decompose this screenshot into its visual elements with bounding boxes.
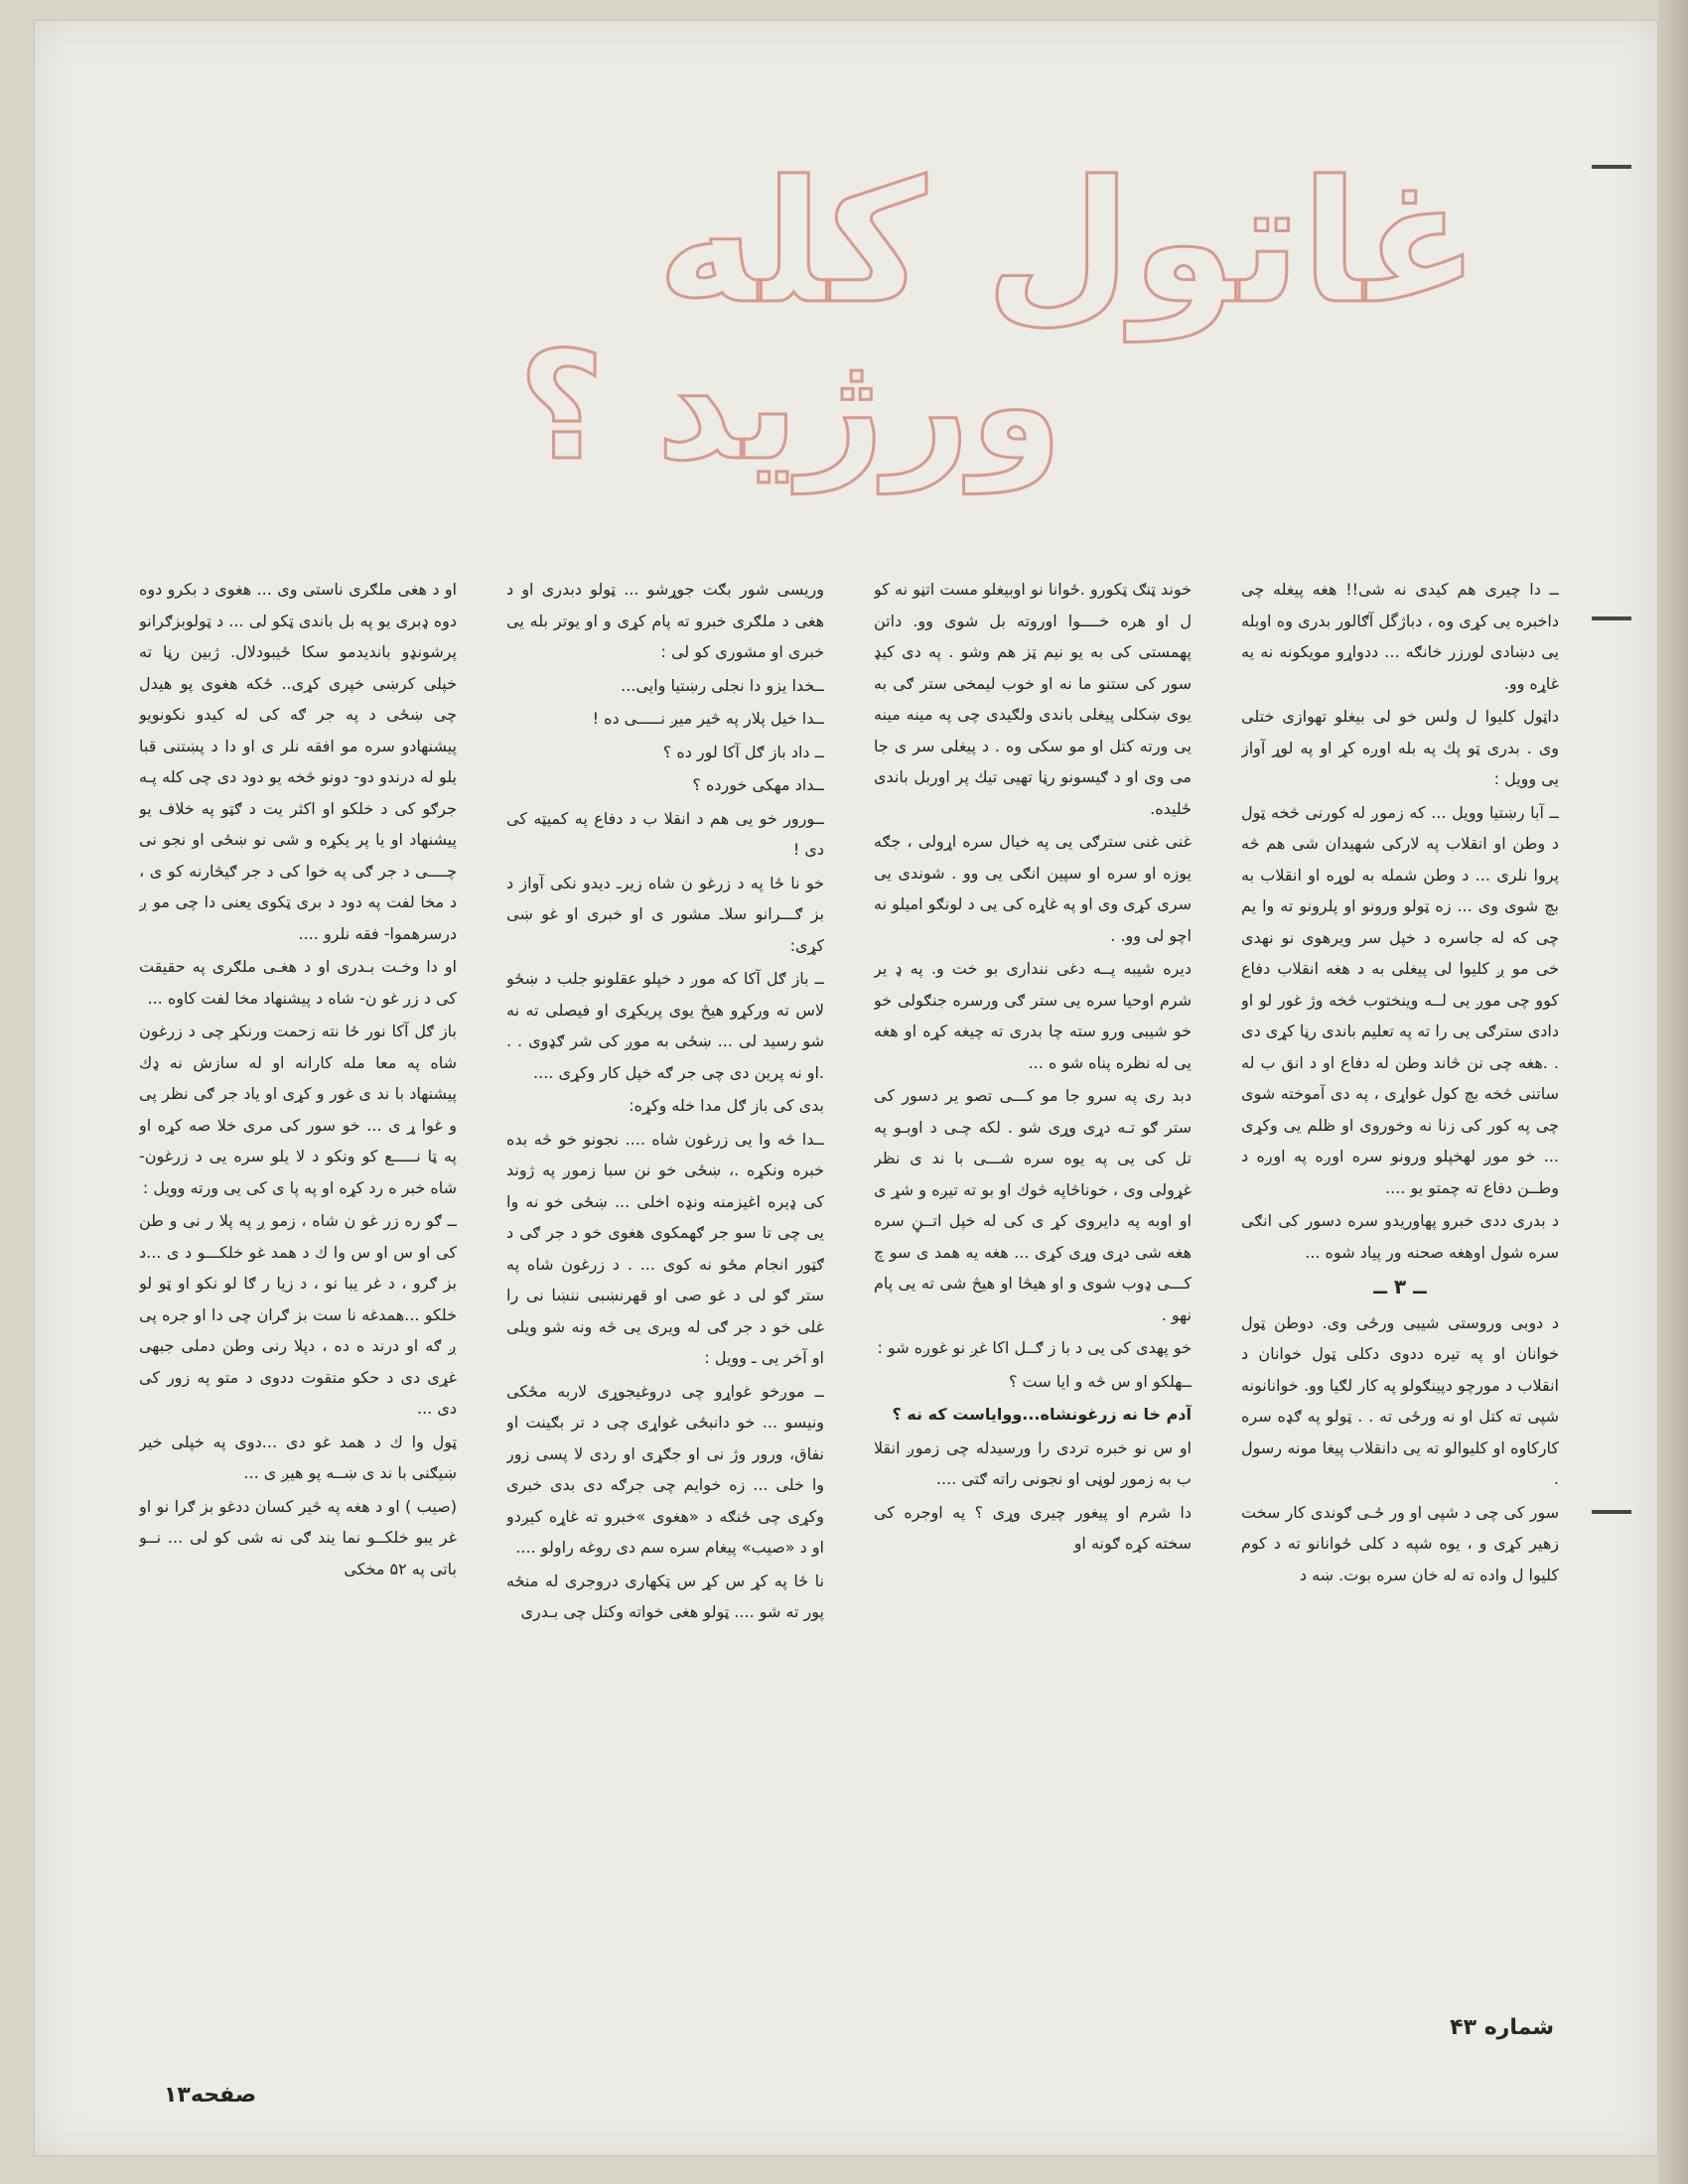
article-title [189,145,1479,493]
paragraph: ــ داد باز ګل آکا لور ده ؟ [662,742,824,761]
paragraph: او دا وخـت بـدری او د هغـی ملګری په حقیقت کی د زر غو ن- شاه د پیشنهاد مخا لفت کاوه ... [139,957,457,1008]
paragraph: ټول وا ك د همد غو دی ...دوی په خپلی خیر ښیګنی با ند ی ښــه پو هیږ ی ... [139,1432,457,1482]
paragraph: دیره شیبه پــه دغی ننداری بو خت و. په ډ یر شرم اوحیا سره یی ستر ګی ورسره جنګولی خو خو شیبی ورو سته چا بدری ته چیغه کړه او هغه یی له نظره پناه شو ه ... [874,959,1192,1072]
paragraph: خوند ټنګ ټکورو .ځوانا نو اوبیغلو مست اتڼو نه کو ل او هره خــــوا اوروته بل شوی وو. داتن پهمستی کی به یو نیم ټز هم وشو . په دی کیډ سور کی ستنو ما نه او خوب لیمخی ستر ګی به یوی ښکلی پیغلی باندی ولګیدی چی په مینه مینه یی ورته کتل او مو سکی وه . د پیغلی سر ی جا می وی او د ګیسونو رڼا تهیی تیك پر اوربل باندی ځلیده. [874,580,1192,818]
paragraph: ــورور خو یی هم د انقلا ب د دفاع په کمیټه کی دی ! [506,808,824,859]
binding-mark [1592,616,1631,620]
binding-mark [1592,165,1631,169]
paragraph: خو نا ځا په د زرغو ن شاه زیرـ دیدو نکی آواز د بز ګـــرانو سلاـ مشور ی او خبری او غو ښی کړی: [506,873,824,955]
paragraph: باز ګل آکا نور ځا نته زحمت ورنکړ چی د زرغون شاه په معا مله کارانه او له سازش نه ډك پیشنهاد با ند ی غور و کړی او یاد جر ګی نظر پی و غوا ړ ی ... خو سور کی مری خلا صه کړه او په ټا نـــــع کو ونکو د لا یلو سره یی د زرغون- شاه خبر ه رد کړه او په پا ی کی یی ورته وویل : [139,1022,457,1197]
paragraph: دا شرم او پیغور چیری وړی ؟ په اوجره کی سخته کړه ګونه او [874,1502,1192,1553]
paragraph: خو پهدی کی یی د با ز ګــل اکا غږ نو غوږه شو : [877,1338,1192,1357]
paragraph: او د هغی ملګری ناستی وی ... هغوی د بکرو دوه دوه ډبری یو په بل باندی ټکو لی ... د ټولوبزګرانو پرشونډو باندیدمو سکا ځیبودلال. ژبین رڼا ته خپلی کرښی خپری کړی.. ځکه هغوی پو هیدل چی ښځی د په جر ګه کی له کیدو نکونویو پیشنهادو سره مو افقه نلر ی او دا د پښتنی قبا یلو له درندو دو- دونو څخه یو دود دی چی کله پـه جرګو کی د خلکو او اکثر یت د ګټو په خلاف یو پیشنهاد او یا پر یکړه و شی نو ښځی او نجو نی چــــی د جر ګی په خوا کی د جر ګیڅارنه کو ی ، د مخا لفت په دود د بری ټکوی یعنی دا چی مو ږ درسرهموا- فقه نلرو .... [139,580,457,943]
paragraph: غنی غنی سترګی یی په خیال سره اړولی ، جګه یوزه او سره او سپین انګی یی وو . شوندی یی سری کړی وی او په غاړه کی یی د لونګو امیلو نه اچو لی وو. . [874,832,1192,945]
paragraph: او س نو خبره تردی را ورسیدله چی زموږ انقلا ب به زموږ لوڼی او نجونی راته ګتی .... [874,1437,1192,1488]
paragraph: سور کی چی د شپی او ور ځـی ګوندی کار سخت زهیر کړی و ، یوه شپه د کلی ځوانانو ته د کوم کلیوا ل واده ته له خان سره بوت. ښه د [1241,1502,1559,1584]
text-column-3 [506,574,824,2013]
paragraph: د دوبی وروستی شیبی ورځی وی. دوطن ټول خوانان او په تیره ددوی دکلی ټول خوانان د انقلاب د مورچو دپینګولو په کار لګیا وو. خوانانونه شپی ته کتل او نه ورځی ته . . ټولو په ګډه سره کارکاوه او کلیوالو ته یی دانقلاب پیغا مونه رسول . [1241,1312,1559,1488]
page-edge-shadow [1658,0,1688,2184]
paragraph: ــ دا چیری هم کیدی نه شی!! هغه پیغله چی داخبره یی کړی وه ، دباژگل آګالور بدری وه اوبله یی دښادی لورزر خانګه ... ددواړو مویکونه نه یه غاړه وو. [1241,580,1559,693]
paragraph: داټول کلیوا ل ولس خو لی بیغلو تهوازی ختلی وی . بدری ټو پك په بله اوږه کړ او په لوړ آواز یی وویل : [1241,707,1559,788]
paragraph: ــخدا یزو دا نجلی رښتیا وایی... [621,675,824,695]
paragraph: ــدا څه وا یی زرغون شاه .... نجونو خو څه بده خبره ونکړه .، ښځی خو نن سبا زموږ په ژوند کی ډیره اغیزمنه ونډه اخلی ... ښځی خو نه وا یی چی تا سو جر ګهمکوی هغوی خو د جر ګی د ګټور انجام مځو نه کوی ... . د زرغون شاه په ستر ګو لی د غو صی او قهرنښبی ننښا نی را غلی خو د جر ګی له ویری یی څه ونه شو ویلی او آخر یی ـ وویل : [506,1129,824,1367]
paragraph: وریسی شور بګت جوړشو ... ټولو دبدری او د هغی د ملګری خبرو ته پام کړی و او یوتر بله یی خبری او مشوری کو لی : [506,580,824,661]
paragraph: د بدری ددی خبرو پهاوریدو سره دسور کی انګی سره شول اوهغه صحنه ور پیاد شوه ... [1241,1211,1559,1262]
paragraph: ــ ګو ره زر غو ن شاه ، زمو ږ په پلا ر نی و طن کی او س او س وا ك د همد غو خلکـــو د ی ...د بز ګرو ، د غر یبا نو ، د زیا ر ګا لو نکو او ټو لو خلکو ...همدغه نا ست بز ګران چی دا او جره پی ږ ګه او درند ه ده ، دپلا رنی وطن دملی جبهی غړی دی د حکو متقوت ددوی د متو په زور کی دی ... [139,1211,457,1418]
title-line-1: غاتول کله [656,145,1479,341]
paragraph: ــداد مهکی خورده ؟ [692,775,824,794]
title-line-2: ورژید ؟ [517,321,1062,493]
paragraph: ــ باز ګل آکا که موږ د خپلو عقلونو جلب د ښځو لاس ته ورکړو هیڅ یوی پریکړی او فیصلی ته نه شو رسید لی ... ښځی به موږ کی شر ګډوی . . .او نه پرین دی چی جر ګه خپل کار وکړی .... [506,969,824,1082]
paragraph: نا ځا په کړ س کړ س ټکهاری دروجری له منځه پور ته شو .... ټولو هغی خواته وکتل چی بـدری [506,1570,824,1621]
paragraph: بدی کی باز ګل مدا خله وکړه: [629,1096,824,1115]
paragraph: ــدا خیل پلار په څیر میږ نـــــی ده ! [592,709,824,728]
paragraph: دبد ری په سرو جا مو کـــی تصو یر دسور کی ستر ګو تـه دړی وړی شو . لکه چـی د اوبـو په تل کی یی په یوه سره شـــی با ند ی نظر غړولی وی ، خوناڅاپه څوك او بو ته تیږه و شړ ی او اوبه په دایروی کړ ی کی له خپل اتــڼ سره هغه شی دړی وړی کړی ... هغه یه همد ی سو چ کـــی ډوب شوی و او هیڅا او هیڅ شی ته یی پام نهو . [874,1086,1192,1324]
issue-number: شماره ۴۳ [1450,2015,1554,2040]
paragraph: آدم خا نه زرغونشاه...وواياست که نه ؟ [892,1405,1192,1424]
paragraph: (صیب ) او د هغه په څیر کسان ددغو بز ګرا نو او غر یبو خلکــو نما یند ګی نه شی کو لی ... نــو باتی په ۵۲ مخکی [139,1496,457,1578]
paragraph: ــهلکو او س څه و ایا ست ؟ [1008,1371,1192,1391]
binding-mark [1592,1510,1631,1514]
text-column-2 [874,574,1192,2013]
article-body [139,574,1559,2013]
text-column-1 [1241,574,1559,2013]
page-number: صفحه۱۳ [164,2083,257,2108]
text-column-4 [139,574,457,2013]
paragraph: ــ آبا رښتیا وویل ... که زموږ له کورنی څخه ټول د وطن او انقلاب په لارکی شهیدان شی هم څه پروا نلری ... د وطن شمله به لوړه او انقلاب به بچ شوی وی ... زه ټولو ورونو او پلرونو ته وا یم چی که له جاسره د خپل سر ویرهوی نو نهدی خی مو ږ کلیوا لی پیغلی به د هغه انقلاب دفاع کوو چی موږ یی لــه وینختوب څخه وژ غور لو او دادی سترګی یی را ته په تعلیم باندی رڼا کړی دی . .هغه چی نن څاند وطن له دفاع او د انق ب له ساتنی څخه بچ کول غواړی ، په دی آموخته شوی چی په کور کی زنا نه وخوروی او ظلم یی وکړی ... خو موږ لهخپلو ورونو سره اوږه په اوږه د وطــن دفاع ته چمتو یو .... [1241,802,1559,1197]
paragraph: ــ موږخو غواړو چی دروغیجوړی لاربه مځکی ونیسو ... خو دانبځی غواړی چی د تر بګینت او نفاق، ورور وژ نی او جګړی او ردی لا پسی زور وا خلی ... زه خوایم چی جرګه دی بدی خبری وکړی چی ځنګه د «هغوی »خبرو ته غاړه کیږدو او د «صیب» پیغام سره سم دی روغه راولو .... [506,1381,824,1557]
section-number: ــ ۳ ــ [1373,1275,1427,1298]
